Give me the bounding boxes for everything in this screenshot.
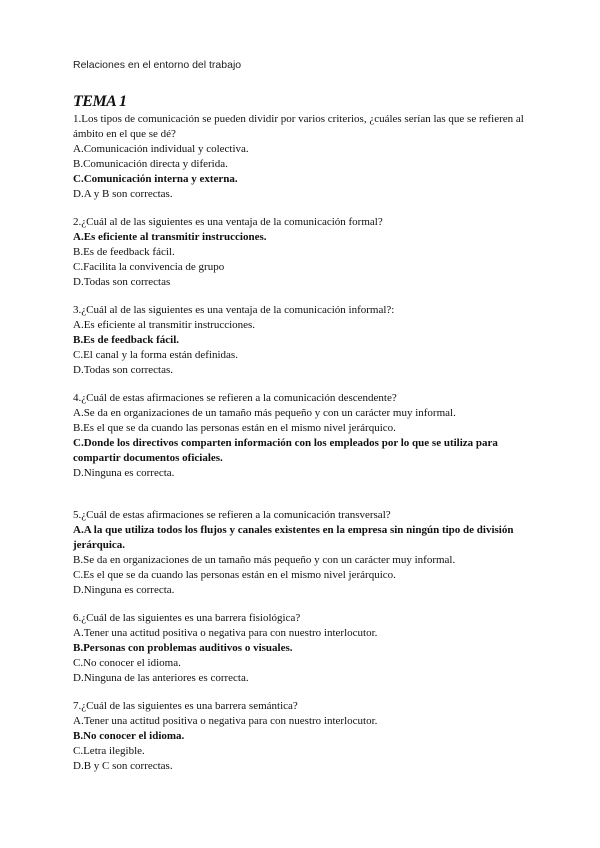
option-d: D.Todas son correctas: [73, 276, 171, 288]
option-b-correct: B.Es de feedback fácil.: [73, 334, 180, 346]
option-c: C.Letra ilegible.: [73, 745, 145, 757]
question-4: [73, 391, 535, 481]
option-b: B.Comunicación directa y diferida.: [73, 158, 228, 170]
option-b: B.Es de feedback fácil.: [73, 246, 175, 258]
question-3: [73, 303, 535, 378]
question-2: [73, 215, 535, 290]
question-7: [73, 699, 535, 774]
option-a: A.Tener una actitud positiva o negativa para con nuestro interlocutor.: [73, 715, 378, 727]
option-c: C.Es el que se da cuando las personas están en el mismo nivel jerárquico.: [73, 569, 396, 581]
option-c-correct: C.Comunicación interna y externa.: [73, 173, 238, 185]
option-a-correct: A.A la que utiliza todos los flujos y canales existentes en la empresa sin ningún tipo de división jerárquica.: [73, 524, 514, 551]
question-text: 7.¿Cuál de las siguientes es una barrera semántica?: [73, 700, 298, 712]
option-d: D.Todas son correctas.: [73, 364, 174, 376]
option-c: C.No conocer el idioma.: [73, 657, 181, 669]
option-d: D.Ninguna es correcta.: [73, 584, 175, 596]
question-5: [73, 508, 535, 598]
option-b: B.Es el que se da cuando las personas están en el mismo nivel jerárquico.: [73, 422, 396, 434]
option-c-correct: C.Donde los directivos comparten información con los empleados por lo que se utiliza para compartir documentos oficiales.: [73, 437, 498, 464]
option-c: C.El canal y la forma están definidas.: [73, 349, 238, 361]
question-list: [73, 112, 535, 774]
option-a: A.Tener una actitud positiva o negativa para con nuestro interlocutor.: [73, 627, 378, 639]
option-b: B.Se da en organizaciones de un tamaño más pequeño y con un carácter muy informal.: [73, 554, 456, 566]
option-a: A.Comunicación individual y colectiva.: [73, 143, 249, 155]
question-6: [73, 611, 535, 686]
option-a: A.Se da en organizaciones de un tamaño más pequeño y con un carácter muy informal.: [73, 407, 456, 419]
question-text: 2.¿Cuál al de las siguientes es una ventaja de la comunicación formal?: [73, 216, 383, 228]
option-d: D.B y C son correctas.: [73, 760, 173, 772]
option-b-correct: B.Personas con problemas auditivos o visuales.: [73, 642, 293, 654]
option-d: D.A y B son correctas.: [73, 188, 173, 200]
question-1: [73, 112, 535, 202]
question-text: 6.¿Cuál de las siguientes es una barrera fisiológica?: [73, 612, 301, 624]
document-header: Relaciones en el entorno del trabajo: [73, 59, 242, 71]
option-a-correct: A.Es eficiente al transmitir instrucciones.: [73, 231, 267, 243]
option-a: A.Es eficiente al transmitir instrucciones.: [73, 319, 256, 331]
option-b-correct: B.No conocer el idioma.: [73, 730, 185, 742]
section-title: TEMA 1: [73, 93, 127, 110]
question-text: 1.Los tipos de comunicación se pueden dividir por varios criterios, ¿cuáles serían las que se refieren al ámbito en el que se dé?: [73, 113, 524, 140]
option-c: C.Facilita la convivencia de grupo: [73, 261, 225, 273]
question-text: 4.¿Cuál de estas afirmaciones se refieren a la comunicación descendente?: [73, 392, 397, 404]
question-text: 5.¿Cuál de estas afirmaciones se refieren a la comunicación transversal?: [73, 509, 391, 521]
option-d: D.Ninguna de las anteriores es correcta.: [73, 672, 249, 684]
option-d: D.Ninguna es correcta.: [73, 467, 175, 479]
question-text: 3.¿Cuál al de las siguientes es una ventaja de la comunicación informal?:: [73, 304, 395, 316]
